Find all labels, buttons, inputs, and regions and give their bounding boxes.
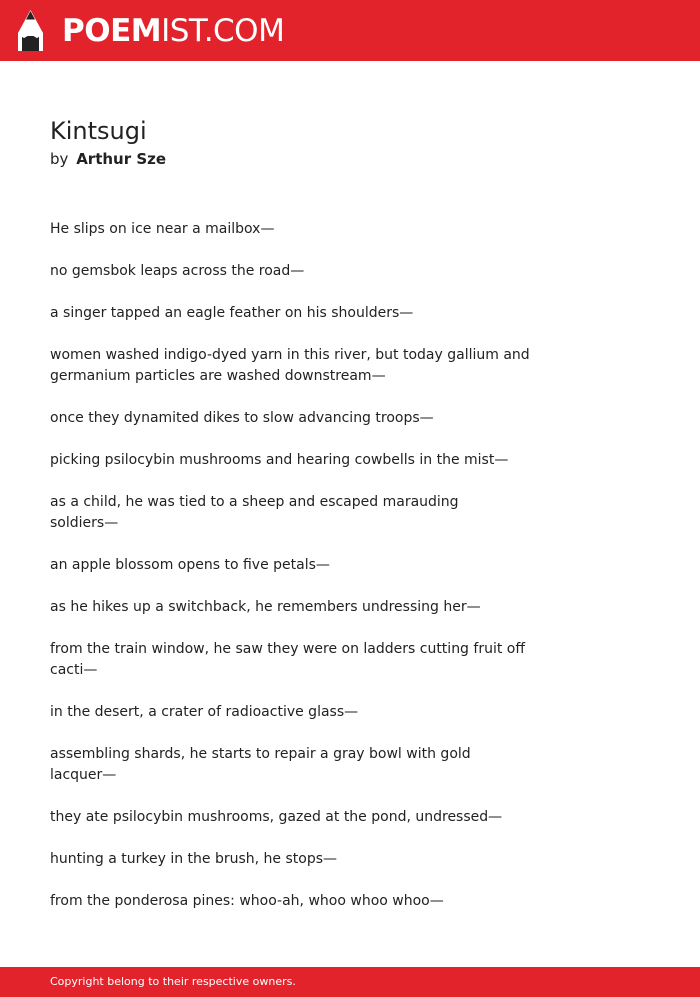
author-name: Arthur Sze [76,150,167,168]
stanza: they ate psilocybin mushrooms, gazed at the pond, undressed⁠—⁠ [50,809,503,825]
stanza: hunting a turkey in the brush, he stops⁠—⁠ [50,851,337,867]
brand-rest: IST.COM [161,13,285,49]
stanza: from the train window, he saw they were on ladders cutting fruit off cacti⁠—⁠ [50,641,525,678]
stanza: picking psilocybin mushrooms and hearing cowbells in the mist⁠—⁠ [50,452,509,468]
stanza: once they dynamited dikes to slow advancing troops⁠—⁠ [50,410,434,426]
copyright-text: Copyright belong to their respective owners. [50,975,296,988]
stanza: assembling shards, he starts to repair a gray bowl with gold lacquer⁠—⁠ [50,746,471,783]
site-header [0,0,700,61]
stanza: as he hikes up a switchback, he remembers undressing her⁠—⁠ [50,599,481,615]
brand-bold: POEM [62,13,162,49]
stanza: no gemsbok leaps across the road⁠—⁠ [50,263,305,279]
poem-title: Kintsugi [50,117,147,145]
pencil-icon[interactable] [18,10,43,51]
by-label: by [50,150,69,168]
stanza: He slips on ice near a mailbox⁠—⁠ [50,221,275,237]
site-logo[interactable] [62,11,284,51]
site-footer [0,967,700,997]
poem-body [50,219,530,933]
stanza: an apple blossom opens to five petals⁠—⁠ [50,557,330,573]
stanza: as a child, he was tied to a sheep and escaped marauding soldiers⁠—⁠ [50,494,459,531]
stanza: women washed indigo-dyed yarn in this river, but today gallium and germanium particles are washed downstream⁠—⁠ [50,347,530,384]
stanza: from the ponderosa pines: whoo-ah, whoo whoo whoo⁠—⁠ [50,893,444,909]
stanza: in the desert, a crater of radioactive glass⁠—⁠ [50,704,359,720]
byline [50,149,166,169]
stanza: a singer tapped an eagle feather on his shoulders⁠—⁠ [50,305,414,321]
